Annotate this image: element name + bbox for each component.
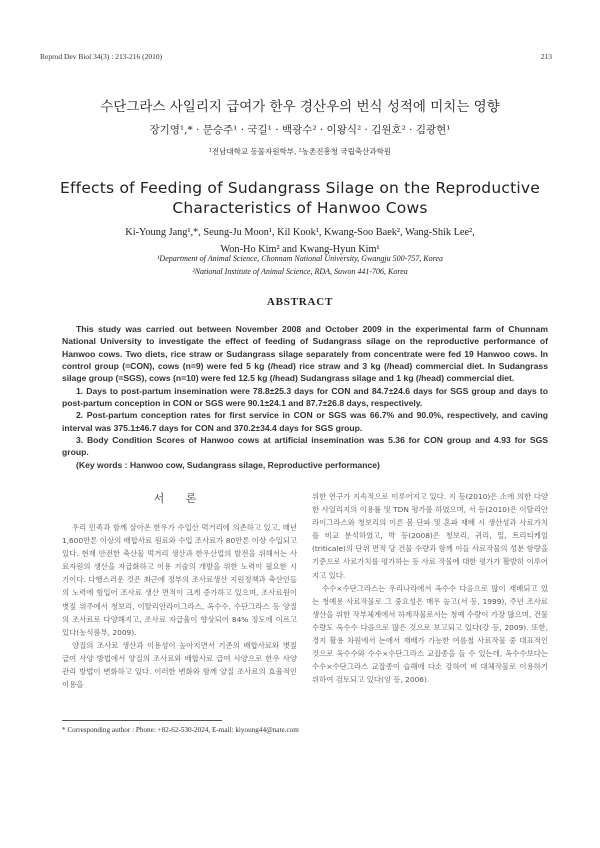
affiliation-1: ¹Department of Animal Science, Chonnam National University, Gwangju 500-757, Korea	[157, 254, 443, 263]
intro-paragraph-1: 우리 민족과 함께 살아온 한우가 수입산 먹거리에 의존하고 있고, 매년 1,600만톤 이상의 배합사료 원료와 수입 조사료가 80만톤 이상 수입되고 있다. 현재 안전한 축산물 먹거리 생산과 한우산업의 발전을 위해서는 사료자원의 생산을 자급화하고 이용 기술의 개발을 위한 노력이 필요한 시기이다. 다행스러운 것은 최근에 정부의 조사료생산 지원정책과 축산인들의 노력에 힘입어 조사료 생산 면적이 크게 증가하고 있으며, 조사료원이 볏짚 위주에서 청보리, 이탈리안라이그라스, 옥수수, 수단그라스 등 양질의 조사료로 다양해지고, 조사료 자급율이 향상되어 84% 정도에 이르고 있다(농식품부, 2009).	[62, 523, 297, 637]
abstract-heading: ABSTRACT	[266, 296, 334, 308]
body-right-column	[312, 490, 548, 686]
journal-citation: Reprod Dev Biol 34(3) : 213-216 (2010)	[40, 52, 163, 61]
corresponding-author-footnote: * Corresponding author : Phone: +82-62-530-2024, E-mail: kiyoung44@nate.com	[62, 726, 299, 734]
section-title-introduction: 서 론	[153, 492, 206, 505]
abstract-result-1: 1. Days to post-partum insemination were 78.8±25.3 days for CON and 84.7±24.6 days for SGS group and days to post-partum conception in CON or SGS were 90.1±24.1 and 87.7±26.8 days, respectively.	[62, 385, 548, 409]
english-authors-line-2: Won-Ho Kim² and Kwang-Hyun Kim¹	[220, 244, 380, 255]
footnote-divider	[62, 720, 222, 721]
abstract-body	[62, 323, 548, 471]
intro-paragraph-2: 양질의 조사료 생산과 이용성이 높아지면서 기존의 배합사료와 볏짚 급여 사양 방법에서 양질의 조사료와 배합사료 급여 사양으로 한우 사양 관리 방법이 변화하고 있다. 이러한 변화와 함께 양질 조사료의 효율적인 이용을	[62, 640, 297, 690]
abstract-paragraph: This study was carried out between November 2008 and October 2009 in the experimental farm of Chunnam National University to investigate the effect of feeding of Sudangrass silage on the reproductive performance of Hanwoo cows. Two diets, rice straw or Sudangrass silage separately from concentrate were fed 19 Hanwoo cows. In control group (=CON), cows (n=9) were fed 5 kg (/head) rice straw and 3 kg (/head) commercial diet. In Sudangrass silage group (=SGS), cows (n=10) were fed 12.5 kg (/head) Sudangrass silage and 1 kg (/head) commercial diet.	[62, 324, 548, 384]
page-number: 213	[540, 52, 552, 61]
abstract-keywords: (Key words : Hanwoo cow, Sudangrass silage, Reproductive performance)	[76, 459, 380, 470]
affiliation-2: ²National Institute of Animal Science, RDA, Suwon 441-706, Korea	[192, 267, 408, 276]
english-title	[0, 178, 600, 218]
english-title-line-2: Characteristics of Hanwoo Cows	[172, 199, 428, 217]
intro-paragraph-3: 위한 연구가 지속적으로 이루어지고 있다. 지 등(2010)은 소에 의한 다양한 사일리지의 이용률 및 TDN 평가를 하였으며, 서 등(2010)은 이탈리안 라이그라스와 청보리의 이른 봄 단파 및 혼파 재배 시 생산성과 사료가치를 비교 분석하였고, 박 등(2008)은 청보리, 귀리, 밀, 트리티케일(triticale)의 단위 면적 당 건물 수량과 함께 이들 사료작물의 성분 함량을 기준으로 사료가치를 평가하는 등 사료 작물에 대한 평가가 활발히 이루어지고 있다.	[312, 492, 548, 580]
korean-title: 수단그라스 사일리지 급여가 한우 경산우의 번식 성적에 미치는 영향	[100, 99, 500, 115]
abstract-result-3: 3. Body Condition Scores of Hanwoo cows at artificial insemination was 5.36 for CON group and 4.93 for SGS group.	[62, 435, 548, 458]
abstract-result-2: 2. Post-partum conception rates for first service in CON or SGS was 66.7% and 90.0%, respectively, and caving interval was 375.1±46.7 days for CON and 370.2±34.4 days for SGS group.	[62, 410, 548, 433]
intro-paragraph-4: 수수×수단그라스는 우리나라에서 옥수수 다음으로 많이 재배되고 있는 청예용 사료작물로 그 중요성은 매우 높고(서 등, 1999), 주년 조사료 생산을 위한 작부체계에서 하계작물로서는 청예 수량이 가장 많으며, 건물 수량도 옥수수 다음으로 많은 것으로 보고되고 있다(강 등, 2009). 또한, 경지 활용 차원에서 논에서 재배가 가능한 여름철 사료작물 중 대표적인 것으로 옥수수와 수수×수단그라스 교잡종을 들 수 있는데, 옥수수보다는 수수×수단그라스 교잡종이 습해에 다소 강하여 벼 대체작물로 이용하기 위하여 검토되고 있다(임 등, 2006).	[312, 583, 548, 685]
korean-affiliations: ¹전남대학교 동물자원학부, ²농촌진흥청 국립축산과학원	[208, 147, 392, 156]
korean-authors: 장기영¹,* · 문승주¹ · 국길¹ · 백광수² · 이왕식² · 김원호² · 김광현¹	[149, 124, 451, 136]
english-authors-line-1: Ki-Young Jang¹,*, Seung-Ju Moon¹, Kil Kook¹, Kwang-Soo Baek², Wang-Shik Lee²,	[125, 227, 475, 238]
body-left-column	[62, 521, 297, 691]
english-affiliations	[0, 252, 600, 278]
english-title-line-1: Effects of Feeding of Sudangrass Silage on the Reproductive	[60, 179, 540, 197]
